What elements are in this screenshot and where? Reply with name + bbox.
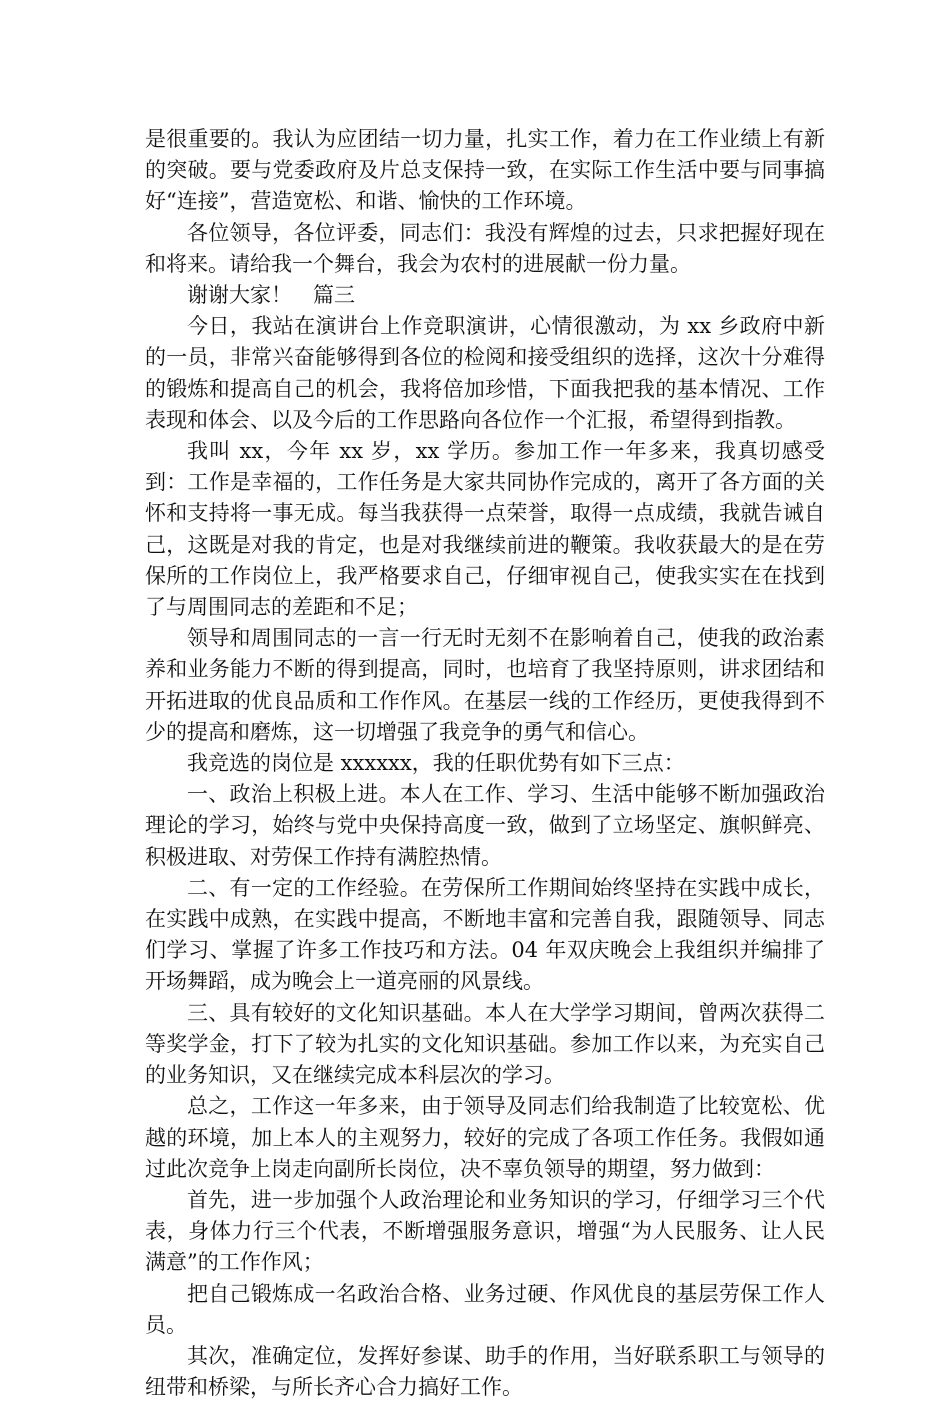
paragraph: 首先，进一步加强个人政治理论和业务知识的学习，仔细学习三个代表，身体力行三个代表，不断增强服务意识，增强“为人民服务、让人民满意”的工作作风； [145,1187,825,1275]
paragraph: 我叫 xx，今年 xx 岁，xx 学历。参加工作一年多来，我真切感受到：工作是幸福的，工作任务是大家共同协作完成的，离开了各方面的关怀和支持将一事无成。每当我获得一点荣誉，取得一点成绩，我就告诫自己，这既是对我的肯定，也是对我继续前进的鞭策。我收获最大的是在劳保所的工作岗位上，我严格要求自己，仔细审视自己，使我实实在在找到了与周围同志的差距和不足； [145,439,825,620]
paragraph: 我竞选的岗位是 xxxxxx，我的任职优势有如下三点： [187,751,685,776]
paragraph: 谢谢大家！ 篇三 [187,283,355,308]
paragraph: 其次，准确定位，发挥好参谋、助手的作用，当好联系职工与领导的纽带和桥梁，与所长齐心合力搞好工作。 [145,1343,825,1400]
paragraph: 二、有一定的工作经验。在劳保所工作期间始终坚持在实践中成长，在实践中成熟，在实践中提高，不断地丰富和完善自我，跟随领导、同志们学习、掌握了许多工作技巧和方法。04 年双庆晚会上我组织并编排了开场舞蹈，成为晚会上一道亮丽的风景线。 [145,875,825,994]
paragraph: 一、政治上积极上进。本人在工作、学习、生活中能够不断加强政治理论的学习，始终与党中央保持高度一致，做到了立场坚定、旗帜鲜亮、积极进取、对劳保工作持有满腔热情。 [145,782,825,869]
paragraph: 总之，工作这一年多来，由于领导及同志们给我制造了比较宽松、优越的环境，加上本人的主观努力，较好的完成了各项工作任务。我假如通过此次竞争上岗走向副所长岗位，决不辜负领导的期望，努力做到： [145,1094,825,1181]
paragraph: 是很重要的。我认为应团结一切力量，扎实工作，着力在工作业绩上有新的突破。要与党委政府及片总支保持一致，在实际工作生活中要与同事搞好“连接”，营造宽松、和谐、愉快的工作环境。 [145,127,825,214]
document-page [145,124,825,1403]
paragraph: 各位领导，各位评委，同志们：我没有辉煌的过去，只求把握好现在和将来。请给我一个舞台，我会为农村的进展献一份力量。 [145,220,825,276]
paragraph: 今日，我站在演讲台上作竞职演讲，心情很激动，为 xx 乡政府中新的一员，非常兴奋能够得到各位的检阅和接受组织的选择，这次十分难得的锻炼和提高自己的机会，我将倍加珍惜，下面我把我的基本情况、工作表现和体会、以及今后的工作思路向各位作一个汇报，希望得到指教。 [145,314,825,432]
paragraph: 三、具有较好的文化知识基础。本人在大学学习期间，曾两次获得二等奖学金，打下了较为扎实的文化知识基础。参加工作以来，为充实自己的业务知识，又在继续完成本科层次的学习。 [145,1000,825,1088]
paragraph: 领导和周围同志的一言一行无时无刻不在影响着自己，使我的政治素养和业务能力不断的得到提高，同时，也培育了我坚持原则，讲求团结和开拓进取的优良品质和工作作风。在基层一线的工作经历，更使我得到不少的提高和磨炼，这一切增强了我竞争的勇气和信心。 [145,626,825,744]
paragraph: 把自己锻炼成一名政治合格、业务过硬、作风优良的基层劳保工作人员。 [145,1281,825,1337]
